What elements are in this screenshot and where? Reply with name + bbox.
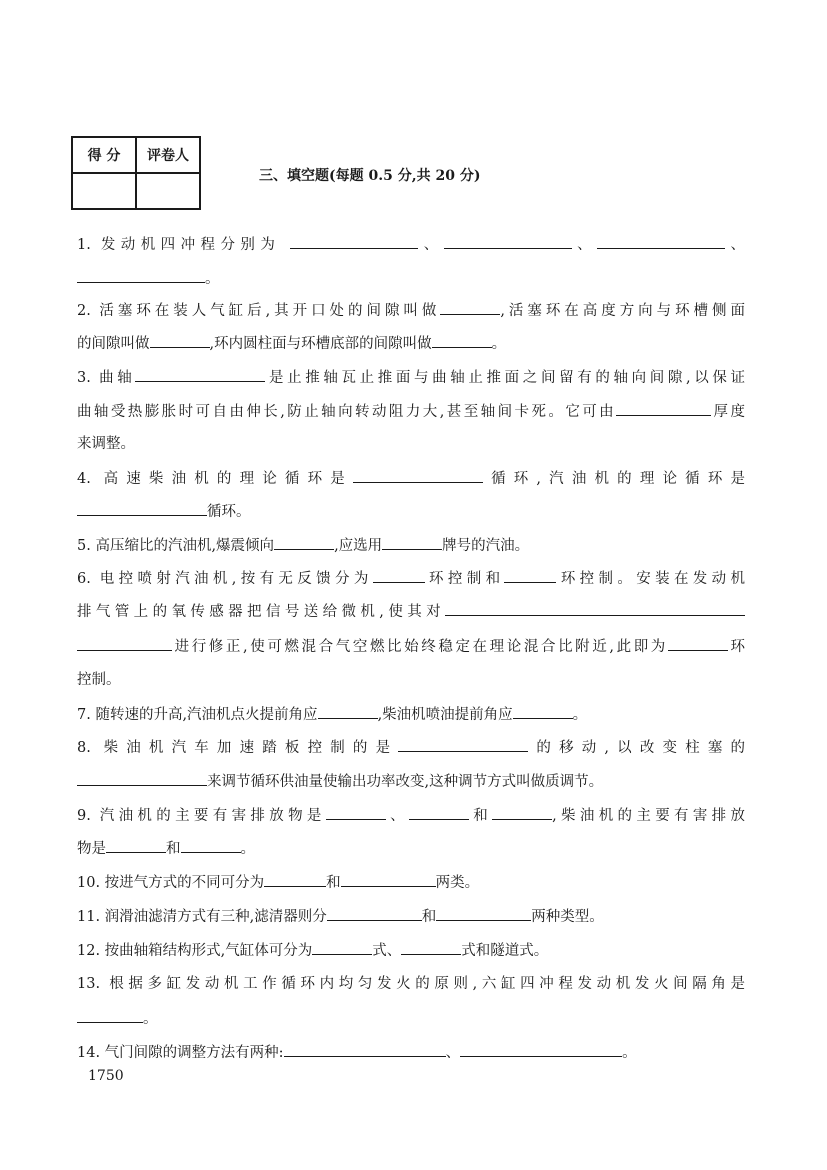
answer-blank[interactable] [77, 268, 205, 283]
answer-blank[interactable] [401, 940, 461, 955]
question-9-line-1: 9. 汽油机的主要有害排放物是 、 和 ,柴油机的主要有害排放 [77, 805, 745, 826]
question-4-line-1: 4. 高速柴油机的理论循环是 循环,汽油机的理论循环是 [77, 468, 745, 489]
answer-blank[interactable] [264, 872, 326, 887]
answer-blank[interactable] [77, 636, 172, 651]
answer-blank[interactable] [353, 468, 483, 483]
question-3-line-2: 曲轴受热膨胀时可自由伸长,防止轴向转动阻力大,甚至轴间卡死。它可由 厚度 [77, 401, 745, 422]
question-4-line-2: 循环。 [77, 501, 745, 522]
question-1-line-2: 。 [77, 268, 745, 289]
answer-blank[interactable] [181, 838, 241, 853]
section-title: 三、填空题(每题 0.5 分,共 20 分) [259, 168, 481, 184]
grader-label: 评卷人 [136, 137, 200, 173]
score-label: 得 分 [72, 137, 136, 173]
answer-blank[interactable] [668, 636, 728, 651]
question-13-line-2: 。 [77, 1008, 745, 1029]
answer-blank[interactable] [77, 771, 207, 786]
answer-blank[interactable] [150, 333, 210, 348]
question-6-line-3: 进行修正,使可燃混合气空燃比始终稳定在理论混合比附近,此即为 环 [77, 636, 745, 657]
question-5-line-1: 5. 高压缩比的汽油机,爆震倾向 ,应选用 牌号的汽油。 [77, 535, 745, 556]
answer-blank[interactable] [409, 805, 469, 820]
page-number: 1750 [88, 1068, 124, 1084]
answer-blank[interactable] [460, 1042, 622, 1057]
question-9-line-2: 物是 和 。 [77, 838, 745, 859]
answer-blank[interactable] [327, 906, 422, 921]
question-6-line-2: 排气管上的氧传感器把信号送给微机,使其对 [77, 601, 745, 622]
question-12-line-1: 12. 按曲轴箱结构形式,气缸体可分为 式、 式和隧道式。 [77, 940, 745, 961]
score-box [71, 136, 201, 210]
question-3-line-3: 来调整。 [77, 436, 135, 452]
answer-blank[interactable] [436, 906, 531, 921]
answer-blank[interactable] [440, 300, 500, 315]
question-6-line-1: 6. 电控喷射汽油机,按有无反馈分为 环控制和 环控制。安装在发动机 [77, 568, 745, 589]
answer-blank[interactable] [318, 704, 378, 719]
answer-blank[interactable] [382, 535, 442, 550]
answer-blank[interactable] [398, 737, 528, 752]
answer-blank[interactable] [492, 805, 552, 820]
question-1-line-1: 1. 发动机四冲程分别为 、 、 、 [77, 234, 745, 255]
question-2-line-1: 2. 活塞环在装人气缸后,其开口处的间隙叫做 ,活塞环在高度方向与环槽侧面 [77, 300, 745, 321]
answer-blank[interactable] [373, 568, 425, 583]
grader-cell[interactable] [136, 173, 200, 209]
answer-blank[interactable] [341, 872, 436, 887]
answer-blank[interactable] [290, 234, 418, 249]
question-8-line-2: 来调节循环供油量使输出功率改变,这种调节方式叫做质调节。 [77, 771, 745, 792]
answer-blank[interactable] [504, 568, 556, 583]
answer-blank[interactable] [106, 838, 166, 853]
answer-blank[interactable] [274, 535, 334, 550]
question-3-line-1: 3. 曲轴 是止推轴瓦止推面与曲轴止推面之间留有的轴向间隙,以保证 [77, 367, 745, 388]
answer-blank[interactable] [445, 601, 745, 616]
question-10-line-1: 10. 按进气方式的不同可分为 和 两类。 [77, 872, 745, 893]
answer-blank[interactable] [284, 1042, 446, 1057]
answer-blank[interactable] [432, 333, 492, 348]
question-2-line-2: 的间隙叫做 ,环内圆柱面与环槽底部的间隙叫做 。 [77, 333, 745, 354]
question-11-line-1: 11. 润滑油滤清方式有三种,滤清器则分 和 两种类型。 [77, 906, 745, 927]
answer-blank[interactable] [135, 367, 265, 382]
question-7-line-1: 7. 随转速的升高,汽油机点火提前角应 ,柴油机喷油提前角应 。 [77, 704, 745, 725]
answer-blank[interactable] [513, 704, 573, 719]
answer-blank[interactable] [326, 805, 386, 820]
answer-blank[interactable] [616, 401, 711, 416]
question-8-line-1: 8. 柴油机汽车加速踏板控制的是 的移动,以改变柱塞的 [77, 737, 745, 758]
answer-blank[interactable] [77, 501, 207, 516]
question-6-line-4: 控制。 [77, 672, 121, 688]
question-14-line-1: 14. 气门间隙的调整方法有两种: 、 。 [77, 1042, 745, 1063]
question-13-line-1: 13. 根据多缸发动机工作循环内均匀发火的原则,六缸四冲程发动机发火间隔角是 [77, 976, 745, 992]
answer-blank[interactable] [312, 940, 372, 955]
score-cell[interactable] [72, 173, 136, 209]
answer-blank[interactable] [597, 234, 725, 249]
answer-blank[interactable] [444, 234, 572, 249]
answer-blank[interactable] [77, 1008, 143, 1023]
